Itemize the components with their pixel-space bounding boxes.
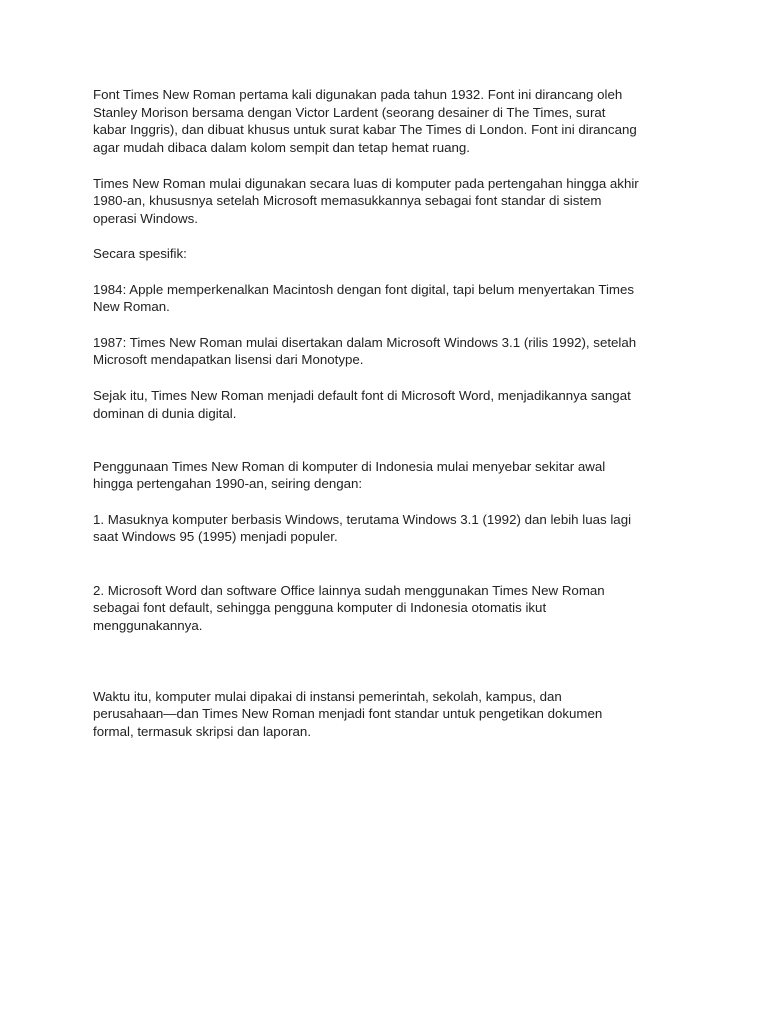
text-line: 1. Masuknya komputer berbasis Windows, terutama Windows 3.1 (1992) dan lebih luas lagi: [93, 511, 632, 527]
text-line: 1987: Times New Roman mulai disertakan dalam Microsoft Windows 3.1 (rilis 1992), setelah: [93, 334, 637, 350]
paragraph-spacer: [93, 635, 693, 688]
paragraph-spacer: [93, 546, 693, 581]
text-line: Secara spesifik:: [93, 246, 187, 262]
paragraph-1984: [93, 281, 693, 316]
paragraph-point-1: [93, 511, 693, 546]
text-line: Sejak itu, Times New Roman menjadi default font di Microsoft Word, menjadikannya sangat: [93, 387, 631, 403]
text-line: saat Windows 95 (1995) menjadi populer.: [93, 529, 338, 545]
paragraph-history: [93, 86, 693, 157]
paragraph-indonesia: [93, 458, 693, 493]
document-body: [93, 86, 693, 741]
text-line: menggunakannya.: [93, 617, 203, 633]
text-line: Times New Roman mulai digunakan secara luas di komputer pada pertengahan hingga akhir: [93, 175, 639, 191]
text-line: hingga pertengahan 1990-an, seiring dengan:: [93, 476, 363, 492]
paragraph-spacer: [93, 157, 693, 175]
paragraph-spacer: [93, 316, 693, 334]
paragraph-point-2: [93, 582, 693, 635]
text-line: dominan di dunia digital.: [93, 405, 237, 421]
paragraph-default-font: [93, 387, 693, 422]
text-line: Microsoft mendapatkan lisensi dari Monotype.: [93, 352, 364, 368]
paragraph-conclusion: [93, 688, 693, 741]
text-line: Font Times New Roman pertama kali digunakan pada tahun 1932. Font ini dirancang oleh: [93, 87, 623, 102]
text-line: Stanley Morison bersama dengan Victor Lardent (seorang desainer di The Times, surat: [93, 104, 606, 120]
paragraph-1987: [93, 334, 693, 369]
text-line: New Roman.: [93, 299, 170, 315]
paragraph-spacer: [93, 422, 693, 457]
text-line: 1980-an, khususnya setelah Microsoft memasukkannya sebagai font standar di sistem: [93, 193, 602, 209]
text-line: agar mudah dibaca dalam kolom sempit dan tetap hemat ruang.: [93, 140, 470, 156]
paragraph-spacer: [93, 493, 693, 511]
paragraph-spacer: [93, 263, 693, 281]
paragraph-spacer: [93, 228, 693, 246]
text-line: sebagai font default, sehingga pengguna komputer di Indonesia otomatis ikut: [93, 600, 547, 616]
text-line: formal, termasuk skripsi dan laporan.: [93, 724, 312, 740]
text-line: kabar Inggris), dan dibuat khusus untuk surat kabar The Times di London. Font ini dirancang: [93, 122, 637, 138]
text-line: Penggunaan Times New Roman di komputer di Indonesia mulai menyebar sekitar awal: [93, 458, 606, 474]
text-line: 1984: Apple memperkenalkan Macintosh dengan font digital, tapi belum menyertakan Times: [93, 281, 635, 297]
text-line: operasi Windows.: [93, 210, 198, 226]
paragraph-specifics-heading: [93, 245, 693, 263]
paragraph-spacer: [93, 369, 693, 387]
text-line: 2. Microsoft Word dan software Office lainnya sudah menggunakan Times New Roman: [93, 582, 605, 598]
paragraph-computer-adoption: [93, 175, 693, 228]
text-line: perusahaan—dan Times New Roman menjadi font standar untuk pengetikan dokumen: [93, 706, 603, 722]
text-line: Waktu itu, komputer mulai dipakai di instansi pemerintah, sekolah, kampus, dan: [93, 688, 562, 704]
